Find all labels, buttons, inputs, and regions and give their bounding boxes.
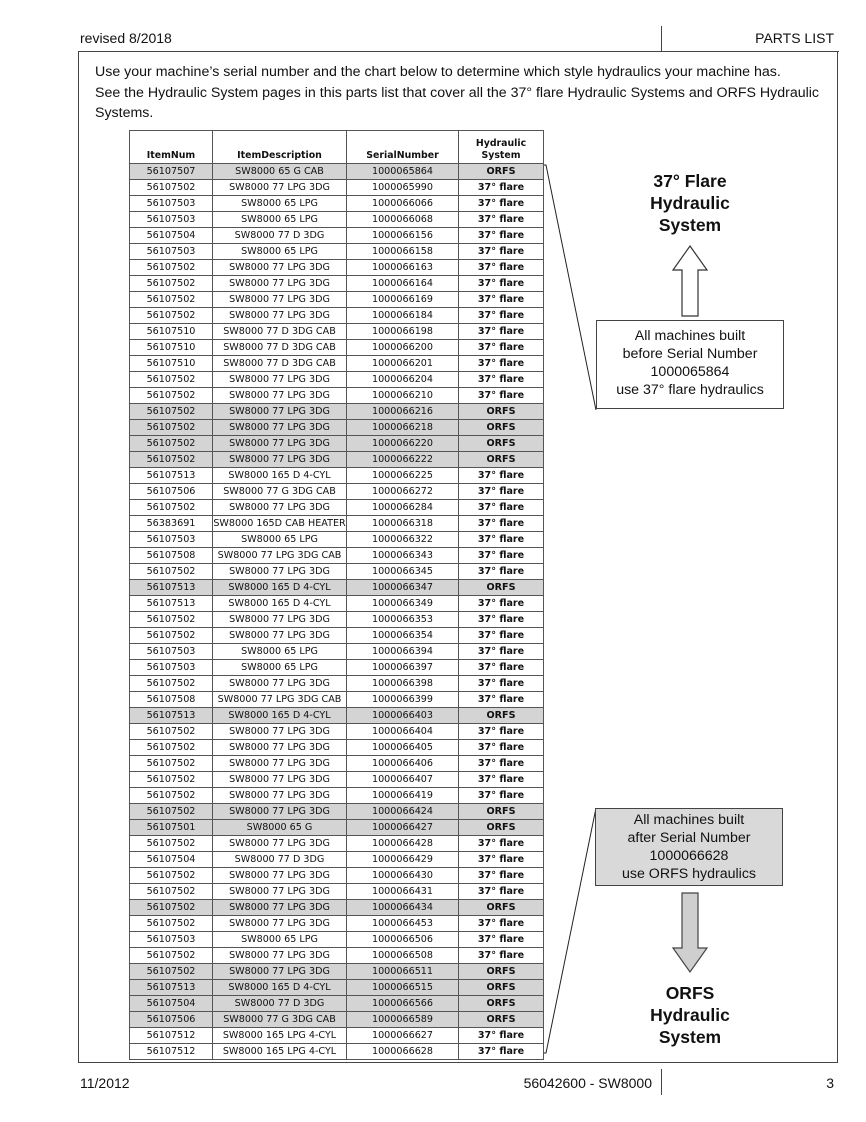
item-number-cell: 56107513 bbox=[130, 708, 213, 724]
item-description-cell: SW8000 77 LPG 3DG bbox=[213, 740, 347, 756]
serial-number-cell: 1000066419 bbox=[347, 788, 459, 804]
item-number-cell: 56107502 bbox=[130, 772, 213, 788]
serial-number-cell: 1000066566 bbox=[347, 996, 459, 1012]
serial-number-cell: 1000066222 bbox=[347, 452, 459, 468]
item-number-cell: 56107513 bbox=[130, 980, 213, 996]
hydraulic-system-cell: 37° flare bbox=[459, 884, 544, 900]
item-number-cell: 56107502 bbox=[130, 292, 213, 308]
item-number-cell: 56107502 bbox=[130, 884, 213, 900]
serial-number-cell: 1000066397 bbox=[347, 660, 459, 676]
col-header-serial: SerialNumber bbox=[347, 131, 459, 164]
serial-number-cell: 1000066515 bbox=[347, 980, 459, 996]
hydraulic-system-cell: 37° flare bbox=[459, 740, 544, 756]
hydraulic-system-cell: 37° flare bbox=[459, 324, 544, 340]
serial-number-cell: 1000066218 bbox=[347, 420, 459, 436]
item-number-cell: 56107502 bbox=[130, 564, 213, 580]
hydraulic-system-cell: 37° flare bbox=[459, 228, 544, 244]
item-number-cell: 56107503 bbox=[130, 660, 213, 676]
item-description-cell: SW8000 165D CAB HEATER bbox=[213, 516, 347, 532]
item-number-cell: 56107502 bbox=[130, 676, 213, 692]
hydraulic-system-cell: ORFS bbox=[459, 420, 544, 436]
item-number-cell: 56107502 bbox=[130, 804, 213, 820]
col-header-description: ItemDescription bbox=[213, 131, 347, 164]
item-description-cell: SW8000 77 LPG 3DG bbox=[213, 372, 347, 388]
item-description-cell: SW8000 77 G 3DG CAB bbox=[213, 1012, 347, 1028]
flare-callout-line-4: use 37° flare hydraulics bbox=[616, 382, 764, 398]
serial-number-cell: 1000066284 bbox=[347, 500, 459, 516]
item-description-cell: SW8000 165 LPG 4-CYL bbox=[213, 1044, 347, 1060]
item-description-cell: SW8000 77 LPG 3DG bbox=[213, 404, 347, 420]
item-number-cell: 56107502 bbox=[130, 404, 213, 420]
item-number-cell: 56107502 bbox=[130, 420, 213, 436]
hydraulic-system-cell: ORFS bbox=[459, 164, 544, 180]
hydraulic-system-cell: 37° flare bbox=[459, 628, 544, 644]
item-description-cell: SW8000 77 LPG 3DG bbox=[213, 772, 347, 788]
item-description-cell: SW8000 77 LPG 3DG bbox=[213, 260, 347, 276]
serial-number-cell: 1000066210 bbox=[347, 388, 459, 404]
item-number-cell: 56107502 bbox=[130, 612, 213, 628]
serial-number-cell: 1000066353 bbox=[347, 612, 459, 628]
up-arrow-icon bbox=[673, 246, 707, 316]
serial-number-cell: 1000066204 bbox=[347, 372, 459, 388]
serial-number-cell: 1000066349 bbox=[347, 596, 459, 612]
item-number-cell: 56107503 bbox=[130, 244, 213, 260]
serial-number-cell: 1000066506 bbox=[347, 932, 459, 948]
hydraulic-system-cell: 37° flare bbox=[459, 564, 544, 580]
item-description-cell: SW8000 77 LPG 3DG bbox=[213, 884, 347, 900]
serial-number-cell: 1000066394 bbox=[347, 644, 459, 660]
item-number-cell: 56107507 bbox=[130, 164, 213, 180]
item-description-cell: SW8000 65 LPG bbox=[213, 532, 347, 548]
hydraulic-system-cell: 37° flare bbox=[459, 532, 544, 548]
item-description-cell: SW8000 65 G bbox=[213, 820, 347, 836]
item-description-cell: SW8000 77 LPG 3DG bbox=[213, 420, 347, 436]
serial-number-cell: 1000066345 bbox=[347, 564, 459, 580]
item-number-cell: 56107512 bbox=[130, 1028, 213, 1044]
item-number-cell: 56107502 bbox=[130, 276, 213, 292]
orfs-callout-line-3: 1000066628 bbox=[649, 848, 729, 864]
item-description-cell: SW8000 77 D 3DG bbox=[213, 996, 347, 1012]
item-description-cell: SW8000 77 G 3DG CAB bbox=[213, 484, 347, 500]
serial-number-cell: 1000066318 bbox=[347, 516, 459, 532]
serial-number-cell: 1000066200 bbox=[347, 340, 459, 356]
hydraulic-system-cell: 37° flare bbox=[459, 372, 544, 388]
item-description-cell: SW8000 65 LPG bbox=[213, 244, 347, 260]
serial-number-cell: 1000066156 bbox=[347, 228, 459, 244]
intro-line-1: Use your machine’s serial number and the chart below to determine which style hydraulics your machine has. bbox=[95, 64, 781, 80]
col-header-itemnum: ItemNum bbox=[130, 131, 213, 164]
item-number-cell: 56107510 bbox=[130, 340, 213, 356]
serial-number-cell: 1000066508 bbox=[347, 948, 459, 964]
hydraulic-system-cell: 37° flare bbox=[459, 948, 544, 964]
serial-number-cell: 1000066434 bbox=[347, 900, 459, 916]
serial-number-cell: 1000066405 bbox=[347, 740, 459, 756]
item-number-cell: 56107506 bbox=[130, 1012, 213, 1028]
serial-number-cell: 1000066201 bbox=[347, 356, 459, 372]
item-description-cell: SW8000 65 LPG bbox=[213, 932, 347, 948]
hydraulic-system-cell: 37° flare bbox=[459, 612, 544, 628]
section-title: PARTS LIST bbox=[755, 30, 834, 46]
item-number-cell: 56107506 bbox=[130, 484, 213, 500]
flare-callout-box bbox=[596, 320, 784, 409]
item-number-cell: 56107502 bbox=[130, 436, 213, 452]
serial-number-cell: 1000066225 bbox=[347, 468, 459, 484]
serial-number-cell: 1000066198 bbox=[347, 324, 459, 340]
item-number-cell: 56107502 bbox=[130, 788, 213, 804]
footer-divider bbox=[661, 1069, 662, 1095]
hydraulic-system-cell: ORFS bbox=[459, 996, 544, 1012]
item-number-cell: 56107502 bbox=[130, 836, 213, 852]
item-number-cell: 56107502 bbox=[130, 372, 213, 388]
item-description-cell: SW8000 77 LPG 3DG bbox=[213, 308, 347, 324]
item-number-cell: 56107503 bbox=[130, 932, 213, 948]
item-number-cell: 56107502 bbox=[130, 964, 213, 980]
item-number-cell: 56107502 bbox=[130, 308, 213, 324]
item-number-cell: 56107502 bbox=[130, 180, 213, 196]
serial-number-cell: 1000066407 bbox=[347, 772, 459, 788]
item-number-cell: 56107502 bbox=[130, 500, 213, 516]
hydraulic-system-cell: 37° flare bbox=[459, 756, 544, 772]
serial-number-cell: 1000066453 bbox=[347, 916, 459, 932]
hydraulic-system-cell: 37° flare bbox=[459, 276, 544, 292]
hydraulic-system-cell: 37° flare bbox=[459, 308, 544, 324]
orfs-callout-line-1: All machines built bbox=[633, 812, 745, 828]
serial-number-cell: 1000066424 bbox=[347, 804, 459, 820]
item-number-cell: 56107503 bbox=[130, 196, 213, 212]
footer-date: 11/2012 bbox=[80, 1075, 130, 1091]
item-number-cell: 56107504 bbox=[130, 996, 213, 1012]
orfs-title-line-1: ORFS bbox=[665, 983, 715, 1003]
item-description-cell: SW8000 77 LPG 3DG bbox=[213, 564, 347, 580]
item-number-cell: 56107513 bbox=[130, 468, 213, 484]
item-description-cell: SW8000 165 D 4-CYL bbox=[213, 708, 347, 724]
item-description-cell: SW8000 77 LPG 3DG bbox=[213, 868, 347, 884]
serial-number-cell: 1000066163 bbox=[347, 260, 459, 276]
item-description-cell: SW8000 77 LPG 3DG bbox=[213, 388, 347, 404]
hydraulic-system-cell: ORFS bbox=[459, 436, 544, 452]
intro-line-2: See the Hydraulic System pages in this parts list that cover all the 37° flare Hydraulic Systems and ORFS Hydraulic Systems. bbox=[95, 84, 820, 121]
item-number-cell: 56107502 bbox=[130, 452, 213, 468]
serial-number-cell: 1000066428 bbox=[347, 836, 459, 852]
hydraulic-system-cell: 37° flare bbox=[459, 1044, 544, 1060]
item-description-cell: SW8000 77 LPG 3DG bbox=[213, 788, 347, 804]
item-description-cell: SW8000 77 LPG 3DG CAB bbox=[213, 548, 347, 564]
hydraulic-system-cell: 37° flare bbox=[459, 836, 544, 852]
hydraulic-system-cell: 37° flare bbox=[459, 292, 544, 308]
item-description-cell: SW8000 77 LPG 3DG CAB bbox=[213, 692, 347, 708]
item-number-cell: 56107502 bbox=[130, 916, 213, 932]
hydraulic-system-cell: 37° flare bbox=[459, 548, 544, 564]
item-description-cell: SW8000 77 LPG 3DG bbox=[213, 628, 347, 644]
flare-system-title bbox=[610, 170, 770, 236]
item-description-cell: SW8000 77 LPG 3DG bbox=[213, 804, 347, 820]
serial-number-cell: 1000066164 bbox=[347, 276, 459, 292]
item-number-cell: 56107508 bbox=[130, 548, 213, 564]
serial-number-cell: 1000066403 bbox=[347, 708, 459, 724]
hydraulic-system-cell: 37° flare bbox=[459, 852, 544, 868]
serial-number-cell: 1000066431 bbox=[347, 884, 459, 900]
serial-number-cell: 1000066169 bbox=[347, 292, 459, 308]
hydraulic-system-cell: 37° flare bbox=[459, 1028, 544, 1044]
serial-number-cell: 1000066399 bbox=[347, 692, 459, 708]
item-description-cell: SW8000 77 LPG 3DG bbox=[213, 724, 347, 740]
serial-number-cell: 1000066628 bbox=[347, 1044, 459, 1060]
item-number-cell: 56107510 bbox=[130, 324, 213, 340]
orfs-title-line-2: Hydraulic bbox=[650, 1005, 730, 1025]
item-number-cell: 56107502 bbox=[130, 740, 213, 756]
serial-number-cell: 1000066272 bbox=[347, 484, 459, 500]
item-description-cell: SW8000 77 LPG 3DG bbox=[213, 612, 347, 628]
hydraulic-system-cell: 37° flare bbox=[459, 244, 544, 260]
revision-date: revised 8/2018 bbox=[80, 30, 172, 46]
serial-number-cell: 1000065990 bbox=[347, 180, 459, 196]
item-description-cell: SW8000 165 D 4-CYL bbox=[213, 980, 347, 996]
serial-number-cell: 1000066427 bbox=[347, 820, 459, 836]
item-number-cell: 56107502 bbox=[130, 900, 213, 916]
orfs-callout-line-2: after Serial Number bbox=[627, 830, 751, 846]
hydraulic-system-cell: 37° flare bbox=[459, 644, 544, 660]
item-number-cell: 56107502 bbox=[130, 628, 213, 644]
item-number-cell: 56107502 bbox=[130, 260, 213, 276]
hydraulic-system-cell: ORFS bbox=[459, 820, 544, 836]
orfs-title-line-3: System bbox=[658, 1027, 722, 1047]
down-arrow-icon bbox=[673, 893, 707, 972]
serial-number-cell: 1000066429 bbox=[347, 852, 459, 868]
hydraulic-system-cell: 37° flare bbox=[459, 516, 544, 532]
item-description-cell: SW8000 77 LPG 3DG bbox=[213, 836, 347, 852]
item-description-cell: SW8000 165 D 4-CYL bbox=[213, 468, 347, 484]
orfs-callout-box bbox=[595, 808, 783, 886]
serial-number-cell: 1000066068 bbox=[347, 212, 459, 228]
footer-document-id: 56042600 - SW8000 bbox=[523, 1075, 652, 1091]
serial-number-cell: 1000066354 bbox=[347, 628, 459, 644]
flare-callout-line-1: All machines built bbox=[634, 328, 746, 344]
item-description-cell: SW8000 77 D 3DG CAB bbox=[213, 356, 347, 372]
serial-number-cell: 1000066430 bbox=[347, 868, 459, 884]
item-number-cell: 56107503 bbox=[130, 644, 213, 660]
item-number-cell: 56107503 bbox=[130, 212, 213, 228]
flare-title-line-2: Hydraulic bbox=[650, 193, 730, 213]
hydraulic-system-cell: 37° flare bbox=[459, 596, 544, 612]
hydraulic-system-cell: 37° flare bbox=[459, 180, 544, 196]
item-description-cell: SW8000 77 D 3DG CAB bbox=[213, 324, 347, 340]
orfs-callout-line-4: use ORFS hydraulics bbox=[621, 866, 757, 882]
item-description-cell: SW8000 77 LPG 3DG bbox=[213, 436, 347, 452]
item-description-cell: SW8000 165 D 4-CYL bbox=[213, 580, 347, 596]
hydraulic-system-cell: 37° flare bbox=[459, 676, 544, 692]
item-number-cell: 56107502 bbox=[130, 948, 213, 964]
hydraulic-system-cell: 37° flare bbox=[459, 932, 544, 948]
hydraulic-system-cell: 37° flare bbox=[459, 788, 544, 804]
flare-callout-line-2: before Serial Number bbox=[622, 346, 758, 362]
item-description-cell: SW8000 77 LPG 3DG bbox=[213, 964, 347, 980]
item-description-cell: SW8000 65 LPG bbox=[213, 644, 347, 660]
item-description-cell: SW8000 77 LPG 3DG bbox=[213, 916, 347, 932]
flare-bracket-line bbox=[544, 165, 596, 410]
item-description-cell: SW8000 77 LPG 3DG bbox=[213, 180, 347, 196]
item-description-cell: SW8000 77 LPG 3DG bbox=[213, 500, 347, 516]
hydraulic-system-cell: ORFS bbox=[459, 804, 544, 820]
hydraulic-system-cell: 37° flare bbox=[459, 772, 544, 788]
item-number-cell: 56107513 bbox=[130, 596, 213, 612]
hydraulic-system-cell: 37° flare bbox=[459, 724, 544, 740]
serial-number-cell: 1000066627 bbox=[347, 1028, 459, 1044]
hydraulic-system-cell: 37° flare bbox=[459, 212, 544, 228]
hydraulic-system-cell: ORFS bbox=[459, 1012, 544, 1028]
item-description-cell: SW8000 65 G CAB bbox=[213, 164, 347, 180]
hydraulic-system-cell: ORFS bbox=[459, 708, 544, 724]
hydraulic-system-cell: ORFS bbox=[459, 580, 544, 596]
item-number-cell: 56107513 bbox=[130, 580, 213, 596]
item-description-cell: SW8000 77 D 3DG bbox=[213, 852, 347, 868]
item-description-cell: SW8000 165 LPG 4-CYL bbox=[213, 1028, 347, 1044]
hydraulic-system-cell: 37° flare bbox=[459, 196, 544, 212]
hydraulic-system-cell: ORFS bbox=[459, 452, 544, 468]
serial-number-cell: 1000066404 bbox=[347, 724, 459, 740]
item-number-cell: 56107504 bbox=[130, 852, 213, 868]
serial-number-cell: 1000066216 bbox=[347, 404, 459, 420]
hydraulic-system-cell: ORFS bbox=[459, 404, 544, 420]
item-number-cell: 56107504 bbox=[130, 228, 213, 244]
serial-number-cell: 1000066398 bbox=[347, 676, 459, 692]
serial-number-cell: 1000066511 bbox=[347, 964, 459, 980]
item-number-cell: 56107502 bbox=[130, 868, 213, 884]
item-description-cell: SW8000 65 LPG bbox=[213, 660, 347, 676]
page-number: 3 bbox=[826, 1075, 834, 1091]
hydraulic-system-cell: 37° flare bbox=[459, 340, 544, 356]
hydraulic-system-cell: 37° flare bbox=[459, 260, 544, 276]
item-description-cell: SW8000 77 D 3DG bbox=[213, 228, 347, 244]
item-description-cell: SW8000 77 LPG 3DG bbox=[213, 900, 347, 916]
hydraulic-system-cell: 37° flare bbox=[459, 484, 544, 500]
item-number-cell: 56107510 bbox=[130, 356, 213, 372]
item-description-cell: SW8000 77 LPG 3DG bbox=[213, 676, 347, 692]
item-description-cell: SW8000 77 LPG 3DG bbox=[213, 292, 347, 308]
serial-number-cell: 1000066158 bbox=[347, 244, 459, 260]
hydraulic-system-cell: ORFS bbox=[459, 980, 544, 996]
item-description-cell: SW8000 77 LPG 3DG bbox=[213, 948, 347, 964]
hydraulic-system-cell: 37° flare bbox=[459, 660, 544, 676]
serial-number-cell: 1000066589 bbox=[347, 1012, 459, 1028]
item-number-cell: 56107503 bbox=[130, 532, 213, 548]
item-description-cell: SW8000 77 LPG 3DG bbox=[213, 756, 347, 772]
serial-number-cell: 1000066184 bbox=[347, 308, 459, 324]
item-description-cell: SW8000 65 LPG bbox=[213, 196, 347, 212]
col-header-hydraulic: Hydraulic System bbox=[459, 131, 544, 164]
item-number-cell: 56107508 bbox=[130, 692, 213, 708]
hydraulic-system-cell: ORFS bbox=[459, 900, 544, 916]
serial-number-cell: 1000065864 bbox=[347, 164, 459, 180]
hydraulic-system-cell: 37° flare bbox=[459, 356, 544, 372]
item-number-cell: 56107502 bbox=[130, 388, 213, 404]
hydraulic-system-cell: 37° flare bbox=[459, 692, 544, 708]
item-number-cell: 56107502 bbox=[130, 756, 213, 772]
orfs-bracket-line bbox=[544, 808, 596, 1053]
hydraulic-system-cell: 37° flare bbox=[459, 868, 544, 884]
item-description-cell: SW8000 77 D 3DG CAB bbox=[213, 340, 347, 356]
serial-number-cell: 1000066066 bbox=[347, 196, 459, 212]
flare-title-line-1: 37° Flare bbox=[653, 171, 727, 191]
item-number-cell: 56383691 bbox=[130, 516, 213, 532]
hydraulic-system-cell: 37° flare bbox=[459, 468, 544, 484]
hydraulic-system-cell: 37° flare bbox=[459, 388, 544, 404]
hydraulic-system-cell: ORFS bbox=[459, 964, 544, 980]
item-description-cell: SW8000 77 LPG 3DG bbox=[213, 276, 347, 292]
hydraulic-system-cell: 37° flare bbox=[459, 500, 544, 516]
serial-number-cell: 1000066347 bbox=[347, 580, 459, 596]
item-number-cell: 56107502 bbox=[130, 724, 213, 740]
item-description-cell: SW8000 77 LPG 3DG bbox=[213, 452, 347, 468]
serial-number-cell: 1000066220 bbox=[347, 436, 459, 452]
flare-callout-line-3: 1000065864 bbox=[650, 364, 730, 380]
item-description-cell: SW8000 165 D 4-CYL bbox=[213, 596, 347, 612]
serial-number-cell: 1000066343 bbox=[347, 548, 459, 564]
item-description-cell: SW8000 65 LPG bbox=[213, 212, 347, 228]
item-number-cell: 56107512 bbox=[130, 1044, 213, 1060]
flare-title-line-3: System bbox=[658, 215, 722, 235]
hydraulic-system-cell: 37° flare bbox=[459, 916, 544, 932]
serial-number-cell: 1000066322 bbox=[347, 532, 459, 548]
item-number-cell: 56107501 bbox=[130, 820, 213, 836]
orfs-system-title bbox=[610, 982, 770, 1048]
serial-number-cell: 1000066406 bbox=[347, 756, 459, 772]
